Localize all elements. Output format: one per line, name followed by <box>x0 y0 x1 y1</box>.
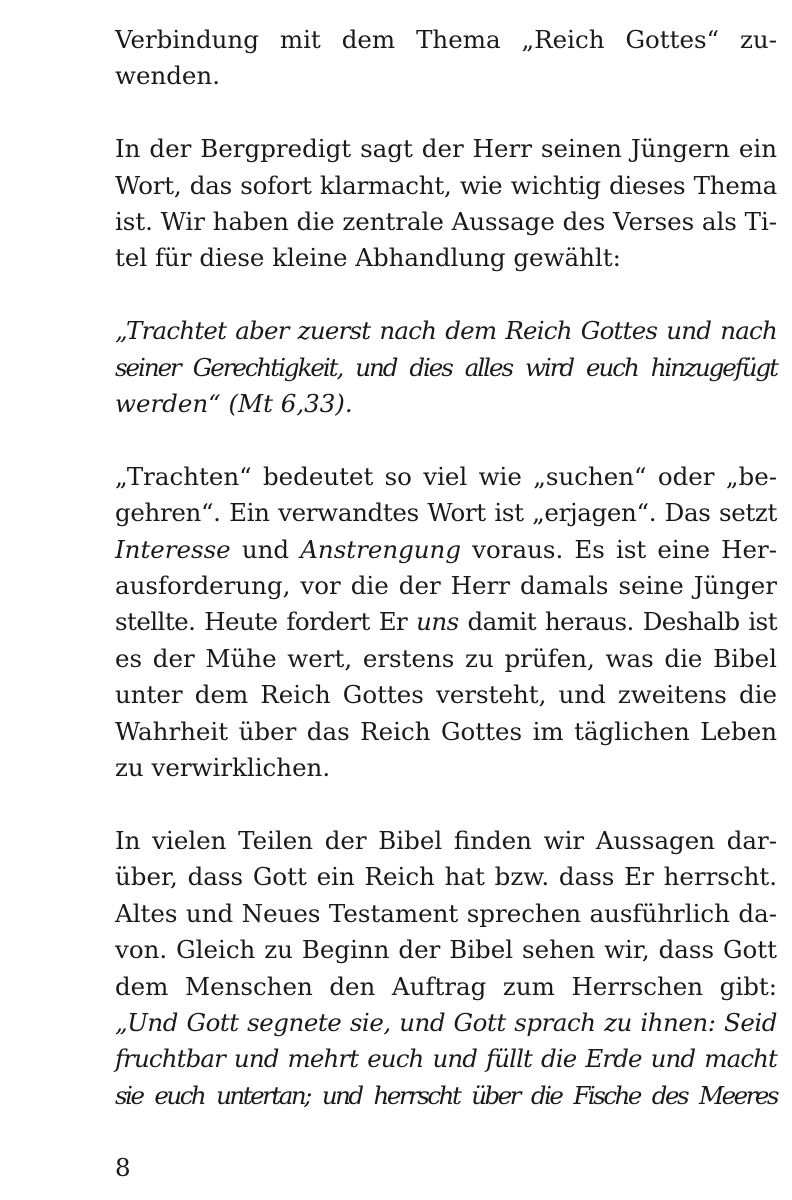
paragraph <box>115 313 777 422</box>
text-segment: tel für diese kleine Abhandlung gewählt: <box>115 243 621 273</box>
text-line <box>115 459 777 495</box>
text-line <box>115 204 777 240</box>
text-line <box>115 1078 777 1114</box>
italic-text: Anstrengung <box>300 534 462 564</box>
paragraph <box>115 459 777 787</box>
text-line <box>115 896 777 932</box>
paragraph <box>115 22 777 95</box>
text-segment: ist. Wir haben die zentrale Aussage des Verses als Ti- <box>115 207 777 237</box>
text-segment: In der Bergpredigt sagt der Herr seinen Jüngern ein <box>115 134 777 164</box>
text-segment: voraus. Es ist eine Her- <box>461 534 777 564</box>
text-segment: Wort, das sofort klarmacht, wie wichtig dieses Thema <box>115 170 777 200</box>
text-segment: „Trachten“ bedeutet so viel wie „suchen“ oder „be- <box>115 461 777 491</box>
text-line <box>115 568 777 604</box>
text-segment: Altes und Neues Testament sprechen ausführlich da- <box>115 898 777 928</box>
text-line <box>115 714 777 750</box>
text-segment: wenden. <box>115 61 220 91</box>
text-line <box>115 932 777 968</box>
text-line <box>115 131 777 167</box>
text-line <box>115 823 777 859</box>
text-line <box>115 22 777 58</box>
text-line <box>115 313 777 349</box>
text-line <box>115 168 777 204</box>
text-line <box>115 495 777 531</box>
italic-text: Interesse <box>115 534 231 564</box>
text-line <box>115 969 777 1005</box>
body-text <box>115 22 777 1114</box>
text-line <box>115 1005 777 1041</box>
text-line <box>115 386 777 422</box>
text-segment: Verbindung mit dem Thema „Reich Gottes“ zu- <box>115 25 777 54</box>
text-segment: ausforderung, vor die der Herr damals seine Jünger <box>115 571 777 601</box>
text-segment: damit heraus. Deshalb ist <box>458 607 777 637</box>
italic-text: fruchtbar und mehrt euch und füllt die Erde und macht <box>115 1044 777 1074</box>
text-segment: stellte. Heute fordert Er <box>115 607 417 637</box>
italic-text: seiner Gerechtigkeit, und dies alles wird euch hinzugefügt <box>115 352 777 382</box>
paragraph <box>115 823 777 1114</box>
text-segment: Wahrheit über das Reich Gottes im täglichen Leben <box>115 716 777 746</box>
text-line <box>115 859 777 895</box>
italic-text: werden“ (Mt 6,33). <box>115 389 353 419</box>
text-line <box>115 350 777 386</box>
text-line <box>115 750 777 786</box>
text-segment: gehren“. Ein verwandtes Wort ist „erjagen“. Das setzt <box>115 498 777 528</box>
text-segment: von. Gleich zu Beginn der Bibel sehen wir, dass Gott <box>115 935 777 965</box>
text-segment: über, dass Gott ein Reich hat bzw. dass Er herrscht. <box>115 862 777 892</box>
italic-text: „Trachtet aber zuerst nach dem Reich Gottes und nach <box>115 316 777 346</box>
text-segment: zu verwirklichen. <box>115 753 331 783</box>
italic-text: uns <box>416 607 459 637</box>
italic-text: „Und Gott segnete sie, und Gott sprach zu ihnen: Seid <box>115 1007 777 1037</box>
page-number: 8 <box>115 1153 131 1182</box>
text-line <box>115 58 777 94</box>
italic-text: sie euch untertan; und herrscht über die Fische des Meeres <box>115 1080 777 1110</box>
text-line <box>115 1041 777 1077</box>
text-line <box>115 641 777 677</box>
text-segment: In vielen Teilen der Bibel finden wir Aussagen dar- <box>115 825 777 855</box>
text-line <box>115 532 777 568</box>
text-line <box>115 240 777 276</box>
text-line <box>115 677 777 713</box>
text-segment: dem Menschen den Auftrag zum Herrschen gibt: <box>115 971 777 1001</box>
text-line <box>115 604 777 640</box>
text-segment: es der Mühe wert, erstens zu prüfen, was die Bibel <box>115 643 777 673</box>
paragraph <box>115 131 777 277</box>
text-segment: unter dem Reich Gottes versteht, und zweitens die <box>115 680 777 710</box>
text-segment: und <box>230 534 301 564</box>
